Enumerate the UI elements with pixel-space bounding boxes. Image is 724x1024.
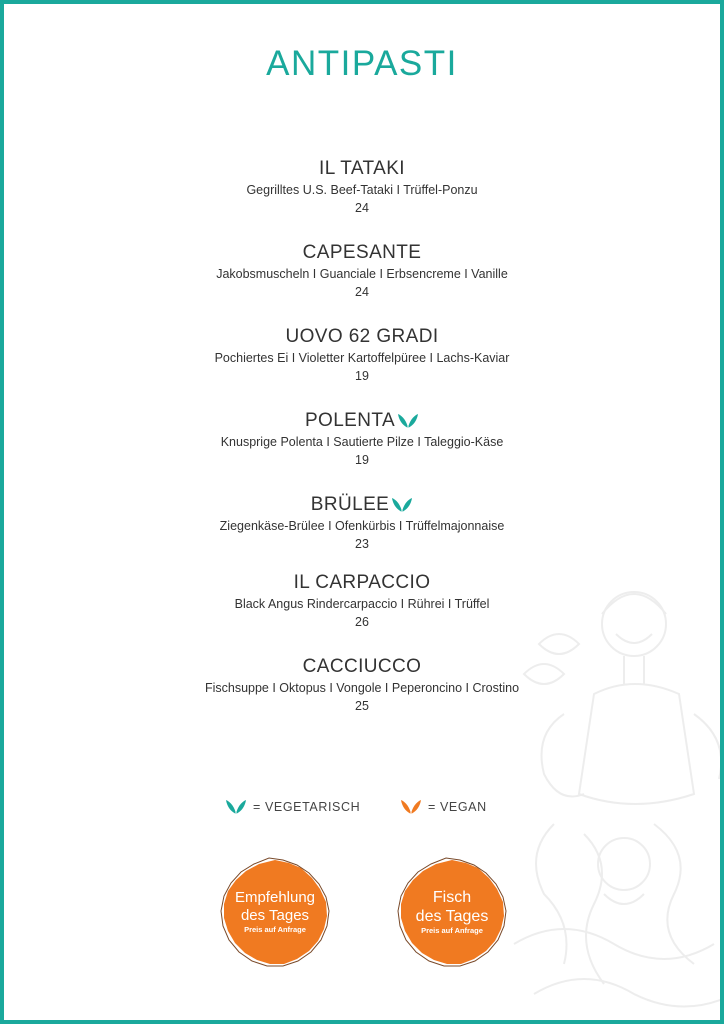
menu-item-price: 24 (355, 285, 369, 299)
fish-of-the-day-text: Fisch des Tages Preis auf Anfrage (415, 889, 489, 935)
menu-item-name: CAPESANTE (302, 242, 422, 263)
page-title: ANTIPASTI (266, 44, 458, 83)
legend-vegetarian (225, 798, 360, 816)
menu-item (4, 654, 720, 738)
menu-item-description: Knusprige Polenta I Sautierte Pilze I Taleggio-Käse (220, 435, 504, 449)
menu-item-description: Pochiertes Ei I Violetter Kartoffelpüree I Lachs-Kaviar (214, 351, 510, 365)
menu-item-description: Ziegenkäse-Brülee I Ofenkürbis I Trüffelmajonnaise (219, 519, 505, 533)
menu-item-description: Gegrilltes U.S. Beef-Tataki I Trüffel-Ponzu (246, 183, 478, 197)
menu-item-price: 25 (355, 699, 369, 713)
fish-of-the-day-badge (396, 856, 508, 968)
menu-item (4, 408, 720, 492)
vegetarian-leaf-icon (397, 412, 419, 430)
menu-list (4, 156, 720, 738)
vegetarian-leaf-icon (391, 496, 413, 514)
menu-item-price: 23 (355, 537, 369, 551)
menu-item-description: Fischsuppe I Oktopus I Vongole I Peperoncino I Crostino (204, 681, 520, 695)
menu-item (4, 324, 720, 408)
vegan-leaf-icon (400, 798, 422, 816)
menu-item (4, 240, 720, 324)
menu-item-name: CACCIUCCO (302, 656, 422, 677)
legend-vegan-label: = VEGAN (428, 800, 487, 814)
menu-item-price: 24 (355, 201, 369, 215)
menu-item-name: IL CARPACCIO (293, 572, 431, 593)
daily-special-badge (219, 856, 331, 968)
legend-vegan (400, 798, 487, 816)
menu-item-price: 26 (355, 615, 369, 629)
menu-item-name: IL TATAKI (319, 158, 405, 179)
menu-item-price: 19 (355, 369, 369, 383)
legend-vegetarian-label: = VEGETARISCH (253, 800, 361, 814)
menu-item (4, 570, 720, 654)
diet-legend (4, 798, 720, 822)
menu-item-price: 19 (355, 453, 369, 467)
menu-item-name: BRÜLEE (311, 492, 413, 518)
menu-item-name: UOVO 62 GRADI (285, 326, 439, 347)
daily-special-text: Empfehlung des Tages Preis auf Anfrage (234, 889, 316, 934)
menu-item (4, 156, 720, 240)
menu-item-description: Black Angus Rindercarpaccio I Rührei I Trüffel (234, 597, 490, 611)
vegetarian-leaf-icon (225, 798, 247, 816)
menu-item-name: POLENTA (305, 408, 419, 434)
menu-item (4, 492, 720, 570)
menu-item-description: Jakobsmuscheln I Guanciale I Erbsencreme I Vanille (216, 267, 508, 281)
